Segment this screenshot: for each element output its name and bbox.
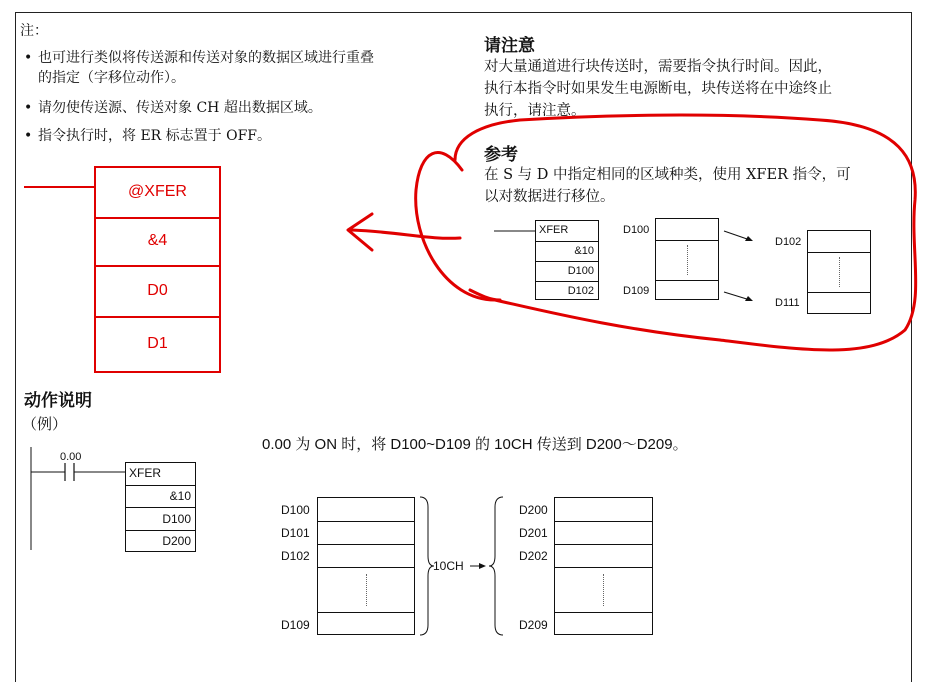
source-label: D102 <box>281 549 310 563</box>
operation-description: 0.00 为 ON 时，将 D100~D109 的 10CH 传送到 D200～D209。 <box>262 436 688 453</box>
bullet-dot: • <box>24 100 33 116</box>
arrowhead-icon <box>479 563 486 569</box>
note-bullet-text: 也可进行类似将传送源和传送对象的数据区域进行重叠 <box>38 50 374 66</box>
operation-operand-d: D200 <box>126 530 195 552</box>
note-bullet-text: 请勿使传送源、传送对象 CH 超出数据区域。 <box>38 100 322 116</box>
source-label: D100 <box>281 503 310 517</box>
bullet-dot: • <box>24 50 33 66</box>
destination-label: D202 <box>519 549 548 563</box>
note-bullet-1-cont: 的指定（字移位动作）。 <box>38 70 185 86</box>
source-label: D101 <box>281 526 310 540</box>
attention-line-2: 执行本指令时如果发生电源断电，块传送将在中途终止 <box>484 81 832 97</box>
reference-arrow-top <box>724 231 750 240</box>
red-annotation-loop <box>416 115 916 350</box>
red-operand-s: D0 <box>96 265 219 316</box>
reference-mnemonic: XFER <box>539 224 569 236</box>
red-operand-d: D1 <box>96 316 219 371</box>
red-operand-n: &4 <box>96 217 219 265</box>
operation-operand-n: &10 <box>126 485 195 507</box>
destination-label: D209 <box>519 618 548 632</box>
reference-heading: 参考 <box>484 145 518 165</box>
source-brace <box>420 497 434 635</box>
reference-line-1: 在 S 与 D 中指定相同的区域种类，使用 XFER 指令，可 <box>484 167 851 183</box>
contact-address: 0.00 <box>60 451 82 463</box>
operation-heading: 动作说明 <box>24 391 92 411</box>
reference-arrow-bottom <box>724 292 750 300</box>
reference-source-top-label: D100 <box>623 224 650 236</box>
source-label: D109 <box>281 618 310 632</box>
reference-destination-top-label: D102 <box>775 236 802 248</box>
bullet-dot: • <box>24 128 33 144</box>
red-mnemonic: @XFER <box>128 183 187 200</box>
note-bullet-text: 指令执行时，将 ER 标志置于 OFF。 <box>38 128 272 144</box>
red-arrow-shaft <box>352 230 460 238</box>
attention-heading: 请注意 <box>484 36 535 56</box>
reference-source-bottom-label: D109 <box>623 285 650 297</box>
notes-title: 注： <box>20 23 48 39</box>
reference-line-2: 以对数据进行移位。 <box>484 189 615 205</box>
reference-operand-d: D102 <box>536 281 598 300</box>
reference-operand-n: &10 <box>536 241 598 261</box>
operation-mnemonic: XFER <box>129 466 162 480</box>
attention-line-1: 对大量通道进行块传送时，需要指令执行时间。因此， <box>484 59 832 75</box>
destination-label: D200 <box>519 503 548 517</box>
transfer-count-label: 10CH <box>433 559 464 573</box>
destination-label: D201 <box>519 526 548 540</box>
operation-operand-s: D100 <box>126 507 195 530</box>
reference-destination-bottom-label: D111 <box>775 297 800 309</box>
reference-operand-s: D100 <box>536 261 598 281</box>
attention-line-3: 执行，请注意。 <box>484 103 586 119</box>
destination-brace <box>489 497 503 635</box>
operation-example: （例） <box>22 415 68 433</box>
